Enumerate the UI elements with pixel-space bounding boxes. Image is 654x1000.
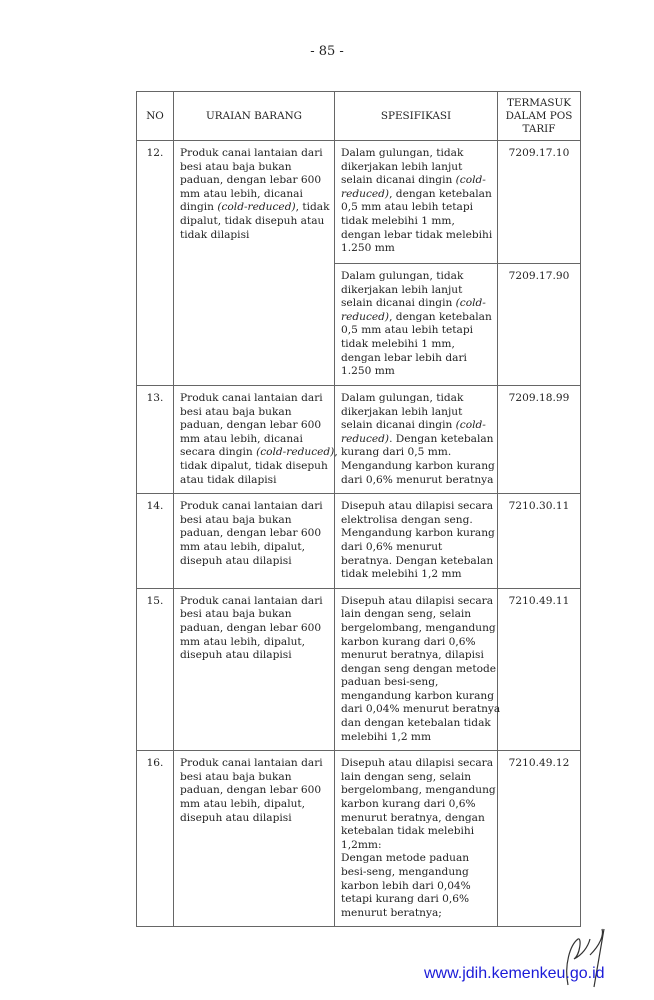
text-line: melebihi 1,2 mm [341,730,432,743]
item-specification [335,386,498,494]
text-line [341,174,497,188]
text-segment: , [334,446,338,459]
text-line [341,419,497,433]
text-line: mm atau lebih, dipalut, [180,798,306,811]
text-segment: dingin [180,201,218,214]
italic-term: (cold-reduced) [217,201,296,214]
text-line: menurut beratnya, dengan [341,811,485,824]
item-number: 15. [137,588,174,751]
text-line: dikerjakan lebih lanjut [341,405,463,418]
text-line: bergelombang, mengandung [341,621,496,634]
text-line: elektrolisa dengan seng. [341,513,473,526]
item-number: 13. [137,386,174,494]
text-line: besi atau baja bukan [180,608,292,621]
tariff-code: 7210.30.11 [498,494,581,589]
text-line: mm atau lebih, dipalut, [180,635,306,648]
item-description [174,494,335,589]
text-line: menurut beratnya; [341,906,442,919]
text-line: disepuh atau dilapisi [180,554,292,567]
text-line: Disepuh atau dilapisi secara [341,594,494,607]
header-no: NO [137,92,174,141]
text-line: Mengandung karbon kurang [341,459,495,472]
table-row [137,751,581,927]
text-line: paduan, dengan lebar 600 [180,419,322,432]
tariff-code: 7209.17.10 [498,141,581,264]
text-line: kurang dari 0,5 mm. [341,446,452,459]
item-specification [335,264,498,386]
tariff-code: 7209.18.99 [498,386,581,494]
text-line: tetapi kurang dari 0,6% [341,893,470,906]
text-line: beratnya. Dengan ketebalan [341,554,494,567]
header-description: URAIAN BARANG [174,92,335,141]
page-number: - 85 - [310,44,344,59]
text-line [180,201,334,215]
text-line: disepuh atau dilapisi [180,649,292,662]
text-line: paduan, dengan lebar 600 [180,621,322,634]
text-line: 0,5 mm atau lebih tetapi [341,201,474,214]
text-line [341,188,497,202]
text-line: disepuh atau dilapisi [180,811,292,824]
text-line: 0,5 mm atau lebih tetapi [341,324,474,337]
signature-initials [560,925,620,995]
text-line: dengan lebar tidak melebihi [341,228,493,241]
text-line: karbon lebih dari 0,04% [341,879,471,892]
tariff-code: 7210.49.12 [498,751,581,927]
text-line: Produk canai lantaian dari [180,392,323,404]
text-line: karbon kurang dari 0,6% [341,798,476,811]
footer-url: www.jdih.kemenkeu.go.id [424,965,605,982]
text-line: Produk canai lantaian dari [180,594,323,607]
text-line: dan dengan ketebalan tidak [341,717,491,730]
text-line: dengan seng dengan metode [341,662,497,675]
italic-term: reduced) [341,432,390,445]
text-line [341,433,497,447]
text-line: 1.250 mm [341,242,395,255]
text-line: dipalut, tidak disepuh atau [180,214,325,227]
italic-term: reduced) [341,310,390,323]
item-specification [335,588,501,751]
table-header-row [137,92,581,141]
text-line: tidak dipalut, tidak disepuh [180,459,328,472]
item-number: 14. [137,494,174,589]
text-line: paduan, dengan lebar 600 [180,784,322,797]
text-line: 1,2mm: [341,838,382,851]
text-segment: . Dengan ketebalan [389,432,494,445]
text-line: lain dengan seng, selain [341,608,472,621]
text-line: dikerjakan lebih lanjut [341,283,463,296]
text-line: besi atau baja bukan [180,770,292,783]
italic-term: (cold- [455,419,486,432]
item-number: 16. [137,751,174,927]
text-line: Dalam gulungan, tidak [341,147,464,159]
italic-term: (cold- [455,174,486,187]
text-segment: selain dicanai dingin [341,419,456,432]
text-line: besi atau baja bukan [180,513,292,526]
text-line: tidak dilapisi [180,228,250,241]
italic-term: (cold- [455,297,486,310]
text-segment: , dengan ketebalan [389,310,492,323]
text-line: tidak melebihi 1 mm, [341,214,455,227]
item-specification [335,141,498,264]
table-row [137,141,581,264]
text-line: Mengandung karbon kurang [341,527,495,540]
text-line: atau tidak dilapisi [180,473,277,486]
text-line: Dengan metode paduan [341,852,470,865]
table-row [137,494,581,589]
text-line: Dalam gulungan, tidak [341,392,464,404]
text-line: 1.250 mm [341,365,395,378]
text-line: Produk canai lantaian dari [180,500,323,513]
item-description [174,141,335,386]
text-segment: selain dicanai dingin [341,174,456,187]
item-number: 12. [137,141,174,386]
text-segment: secara dingin [180,446,257,459]
tariff-code: 7210.49.11 [498,588,581,751]
italic-term: reduced) [341,187,390,200]
text-line: besi atau baja bukan [180,160,292,173]
text-line: paduan, dengan lebar 600 [180,174,322,187]
text-line: bergelombang, mengandung [341,784,496,797]
text-line: mengandung karbon kurang [341,689,495,702]
text-line: mm atau lebih, dicanai [180,187,303,200]
text-line: Produk canai lantaian dari [180,757,323,770]
text-segment: , tidak [295,201,330,214]
text-line [341,311,497,325]
table-body [137,141,581,927]
tariff-table [136,91,581,927]
item-description [174,386,338,494]
text-line: Disepuh atau dilapisi secara [341,500,494,513]
text-line: besi atau baja bukan [180,405,292,418]
tariff-code: 7209.17.90 [498,264,581,386]
text-line [341,297,497,311]
item-specification [335,494,498,589]
text-line: Produk canai lantaian dari [180,147,323,159]
text-line: dari 0,6% menurut beratnya [341,473,494,486]
table-row [137,386,581,494]
text-line: ketebalan tidak melebihi [341,825,475,838]
text-line: mm atau lebih, dicanai [180,432,303,445]
text-line: dari 0,04% menurut beratnya [341,703,501,716]
text-line: tidak melebihi 1,2 mm [341,568,462,581]
text-segment: , dengan ketebalan [389,187,492,200]
text-line: paduan, dengan lebar 600 [180,527,322,540]
text-line: menurut beratnya, dilapisi [341,649,484,662]
text-line: dikerjakan lebih lanjut [341,160,463,173]
text-line: tidak melebihi 1 mm, [341,337,455,350]
text-line: Dalam gulungan, tidak [341,270,464,282]
header-specification: SPESIFIKASI [335,92,498,141]
item-specification [335,751,498,927]
text-line: dari 0,6% menurut [341,540,443,553]
text-line: Disepuh atau dilapisi secara [341,757,494,770]
item-description [174,751,335,927]
text-line: dengan lebar lebih dari [341,351,467,364]
text-segment: selain dicanai dingin [341,297,456,310]
text-line: lain dengan seng, selain [341,770,472,783]
text-line: karbon kurang dari 0,6% [341,635,476,648]
item-description [174,588,335,751]
italic-term: (cold-reduced) [256,446,335,459]
text-line: paduan besi-seng, [341,676,439,689]
text-line [180,446,338,460]
text-line: besi-seng, mengandung [341,866,469,878]
table-row [137,588,581,751]
header-tariff-code: TERMASUK DALAM POS TARIF [498,92,581,141]
text-line: mm atau lebih, dipalut, [180,540,306,553]
